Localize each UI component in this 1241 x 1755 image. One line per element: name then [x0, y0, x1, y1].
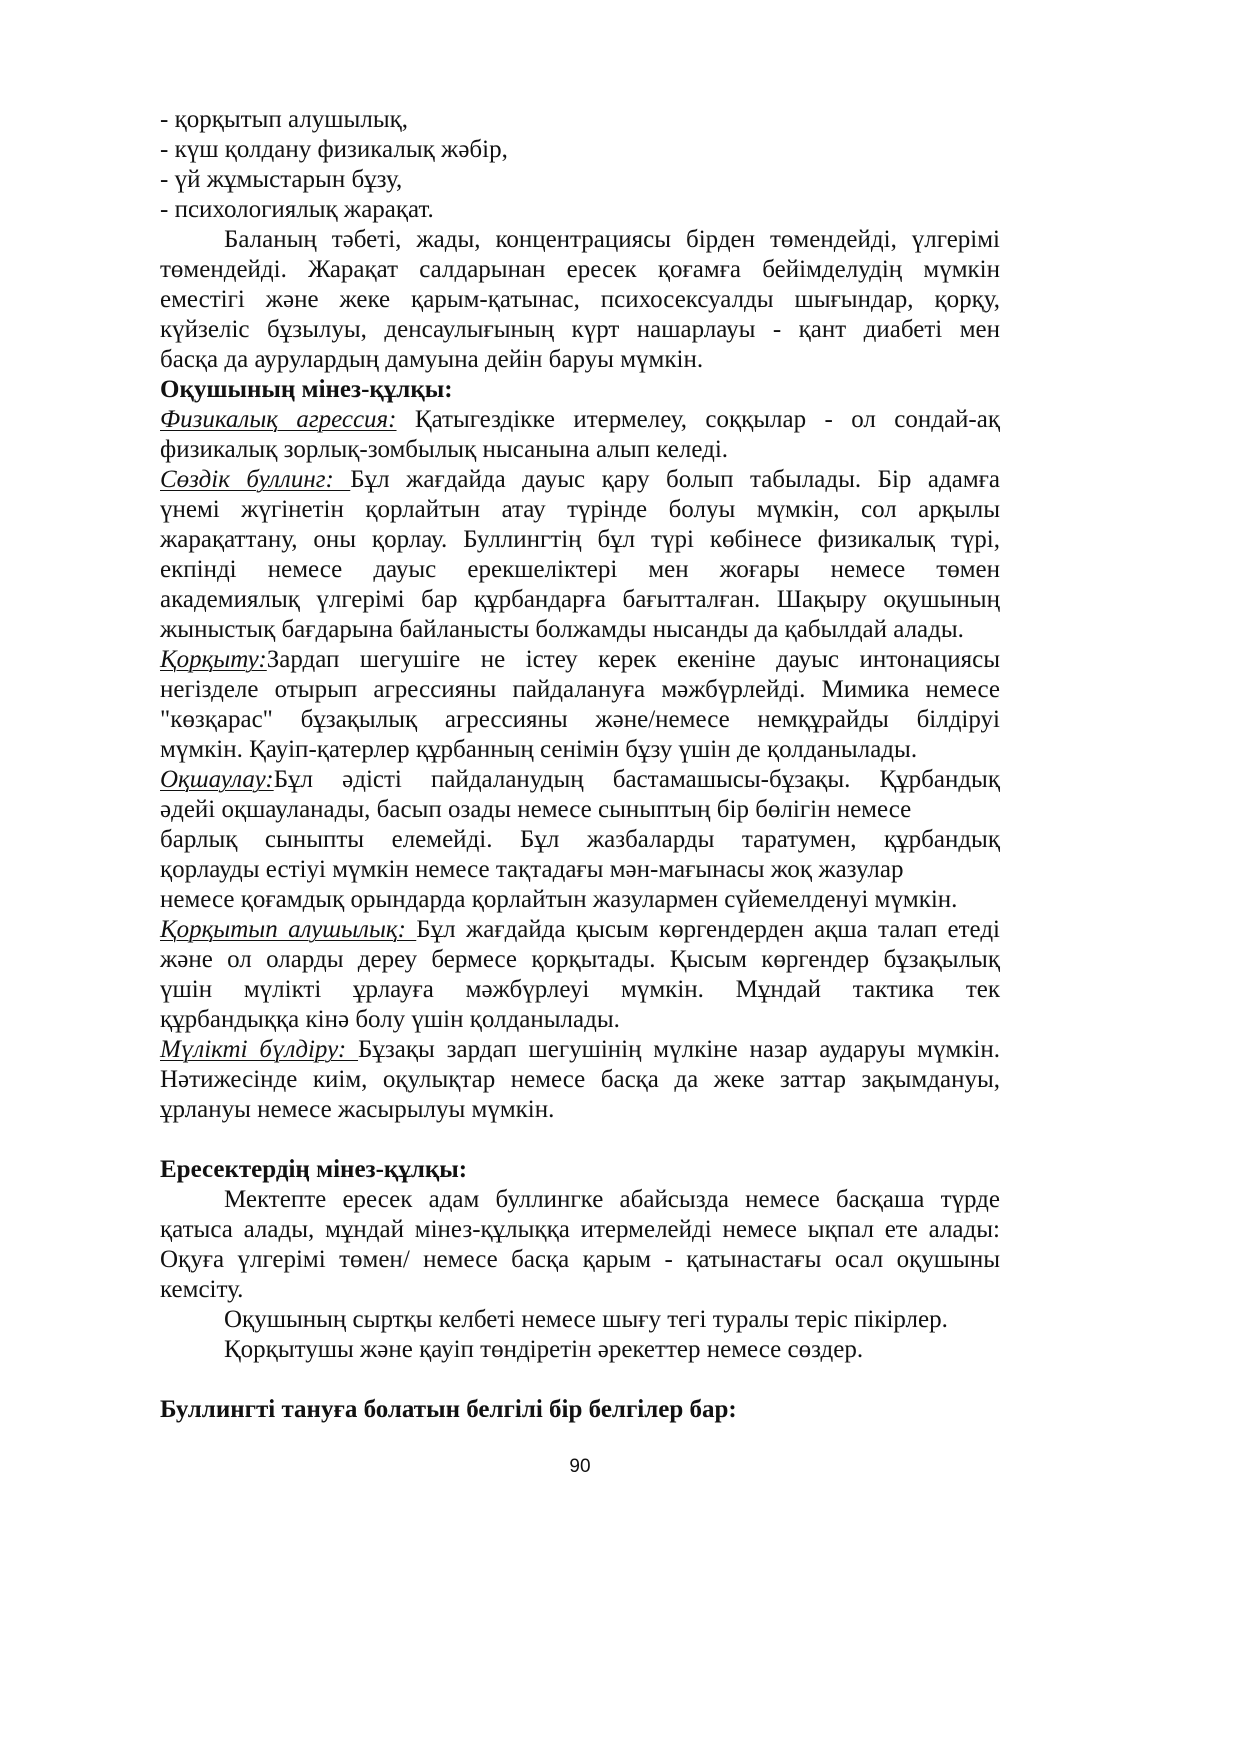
paragraph-line: еместігі және жеке қарым-қатынас, психосексуалды шығындар, қорқу, — [160, 286, 1000, 313]
document-body — [160, 105, 1000, 1425]
paragraph-line: үшін мүлікті ұрлауға мәжбүрлеуі мүмкін. Мұндай тактика тек — [160, 976, 1000, 1003]
list-item: - күш қолдану физикалық жәбір, — [160, 136, 508, 163]
paragraph-line: ұрлануы немесе жасырылуы мүмкін. — [160, 1096, 555, 1123]
paragraph-line: басқа да аурулардың дамуына дейін баруы мүмкін. — [160, 346, 704, 373]
definition-text: Бұл жағдайда қысым көргендерден ақша талап етеді — [416, 916, 1000, 943]
paragraph-line: қорлауды естіуі мүмкін немесе тақтадағы мән-мағынасы жоқ жазулар — [160, 856, 904, 883]
intro-list — [160, 105, 1000, 225]
paragraph-line: Қорқытушы және қауіп төндіретін әрекеттер немесе сөздер. — [224, 1336, 864, 1363]
paragraph-line: Нәтижесінде киім, оқулықтар немесе басқа да жеке заттар зақымдануы, — [160, 1066, 1000, 1093]
paragraph-line — [160, 405, 1000, 435]
definition-text: Бұл әдісті пайдаланудың бастамашысы-бұзақы. Құрбандық — [273, 766, 1000, 793]
paragraph-line — [160, 1035, 1000, 1065]
section-heading: Ересектердің мінез-құлқы: — [160, 1156, 468, 1183]
term-label: Мүлікті бүлдіру: — [160, 1036, 359, 1063]
definition-text: Қатыгездікке итермелеу, соққылар - ол сондай-ақ — [396, 406, 1000, 433]
paragraph-line: физикалық зорлық-зомбылық нысанына алып келеді. — [160, 436, 729, 463]
term-label: Оқшаулау: — [160, 766, 274, 793]
paragraph-line: негізделе отырып агрессияны пайдалануға мәжбүрлейді. Мимика немесе — [160, 676, 1000, 703]
paragraph-line — [160, 915, 1000, 945]
paragraph-line: әдейі оқшауланады, басып озады немесе сыныптың бір бөлігін немесе — [160, 796, 912, 823]
paragraph-line: Мектепте ересек адам буллингке абайсызда немесе басқаша түрде — [224, 1186, 1000, 1213]
list-item: - психологиялық жарақат. — [160, 196, 434, 223]
paragraph-line: жыныстық бағдарына байланысты болжамды нысанды да қабылдай алады. — [160, 616, 964, 643]
paragraph-line — [160, 765, 1000, 795]
definition-text: Зардап шегушіге не істеу керек екеніне дауыс интонациясы — [266, 646, 1000, 673]
blank-line — [160, 1365, 1000, 1395]
paragraph-line: "көзқарас" бұзақылық агрессияны және/немесе немқұрайды білдіруі — [160, 706, 1000, 733]
adult-behavior-section — [160, 1155, 1000, 1365]
list-item: - үй жұмыстарын бұзу, — [160, 166, 403, 193]
bullying-type-property-damage — [160, 1035, 1000, 1125]
paragraph-line — [160, 645, 1000, 675]
bullying-type-physical — [160, 405, 1000, 465]
paragraph-line: мүмкін. Қауіп-қатерлер құрбанның сенімін бұзу үшін де қолданылады. — [160, 736, 918, 763]
section-heading: Буллингті тануға болатын белгілі бір белгілер бар: — [160, 1396, 737, 1423]
term-label: Қорқыту: — [160, 646, 267, 673]
term-label: Физикалық агрессия: — [160, 406, 397, 433]
paragraph-line: кемсіту. — [160, 1276, 244, 1303]
bullying-type-isolation — [160, 765, 1000, 915]
paragraph-line: Оқушының сыртқы келбеті немесе шығу тегі туралы теріс пікірлер. — [224, 1306, 948, 1333]
list-item: - қорқытып алушылық, — [160, 106, 409, 133]
paragraph-line: және ол оларды дереу бермесе қорқытады. Қысым көргендер бұзақылық — [160, 946, 1000, 973]
definition-text: Бұзақы зардап шегушінің мүлкіне назар аударуы мүмкін. — [358, 1036, 1000, 1063]
paragraph-line: Оқуға үлгерімі төмен/ немесе басқа қарым - қатынастағы осал оқушыны — [160, 1246, 1000, 1273]
bullying-type-intimidation — [160, 645, 1000, 765]
paragraph-line: академиялық үлгерімі бар құрбандарға бағытталған. Шақыру оқушының — [160, 586, 1000, 613]
page-number: 90 — [569, 1456, 591, 1477]
paragraph-line: барлық сыныпты елемейді. Бұл жазбаларды таратумен, құрбандық — [160, 826, 1000, 853]
term-label: Сөздік буллинг: — [160, 466, 351, 493]
blank-line — [160, 1125, 1000, 1155]
bullying-type-verbal — [160, 465, 1000, 645]
consequences-paragraph — [160, 225, 1000, 375]
paragraph-line: үнемі жүгінетін қорлайтын атау түрінде болуы мүмкін, сол арқылы — [160, 496, 1000, 523]
paragraph-line: немесе қоғамдық орындарда қорлайтын жазулармен сүйемелденуі мүмкін. — [160, 886, 958, 913]
term-label: Қорқытып алушылық: — [160, 916, 417, 943]
paragraph-line: Баланың тәбеті, жады, концентрациясы бірден төмендейді, үлгерімі — [224, 226, 1000, 253]
student-behavior-section — [160, 375, 1000, 1125]
paragraph-line — [160, 465, 1000, 495]
definition-text: Бұл жағдайда дауыс қару болып табылады. Бір адамға — [350, 466, 1000, 493]
paragraph-line: құрбандыққа кінә болу үшін қолданылады. — [160, 1006, 620, 1033]
paragraph-line: күйзеліс бұзылуы, денсаулығының күрт нашарлауы - қант диабеті мен — [160, 316, 1000, 343]
paragraph-line: қатыса алады, мұндай мінез-құлыққа итермелейді немесе ықпал ете алады: — [160, 1216, 1000, 1243]
paragraph-line: төмендейді. Жарақат салдарынан ересек қоғамға бейімделудің мүмкін — [160, 256, 1000, 283]
paragraph-line: екпінді немесе дауыс ерекшеліктері мен жоғары немесе төмен — [160, 556, 1000, 583]
paragraph-line: жарақаттану, оны қорлау. Буллингтің бұл түрі көбінесе физикалық түрі, — [160, 526, 1000, 553]
section-heading: Оқушының мінез-құлқы: — [160, 376, 453, 403]
bullying-type-extortion — [160, 915, 1000, 1035]
